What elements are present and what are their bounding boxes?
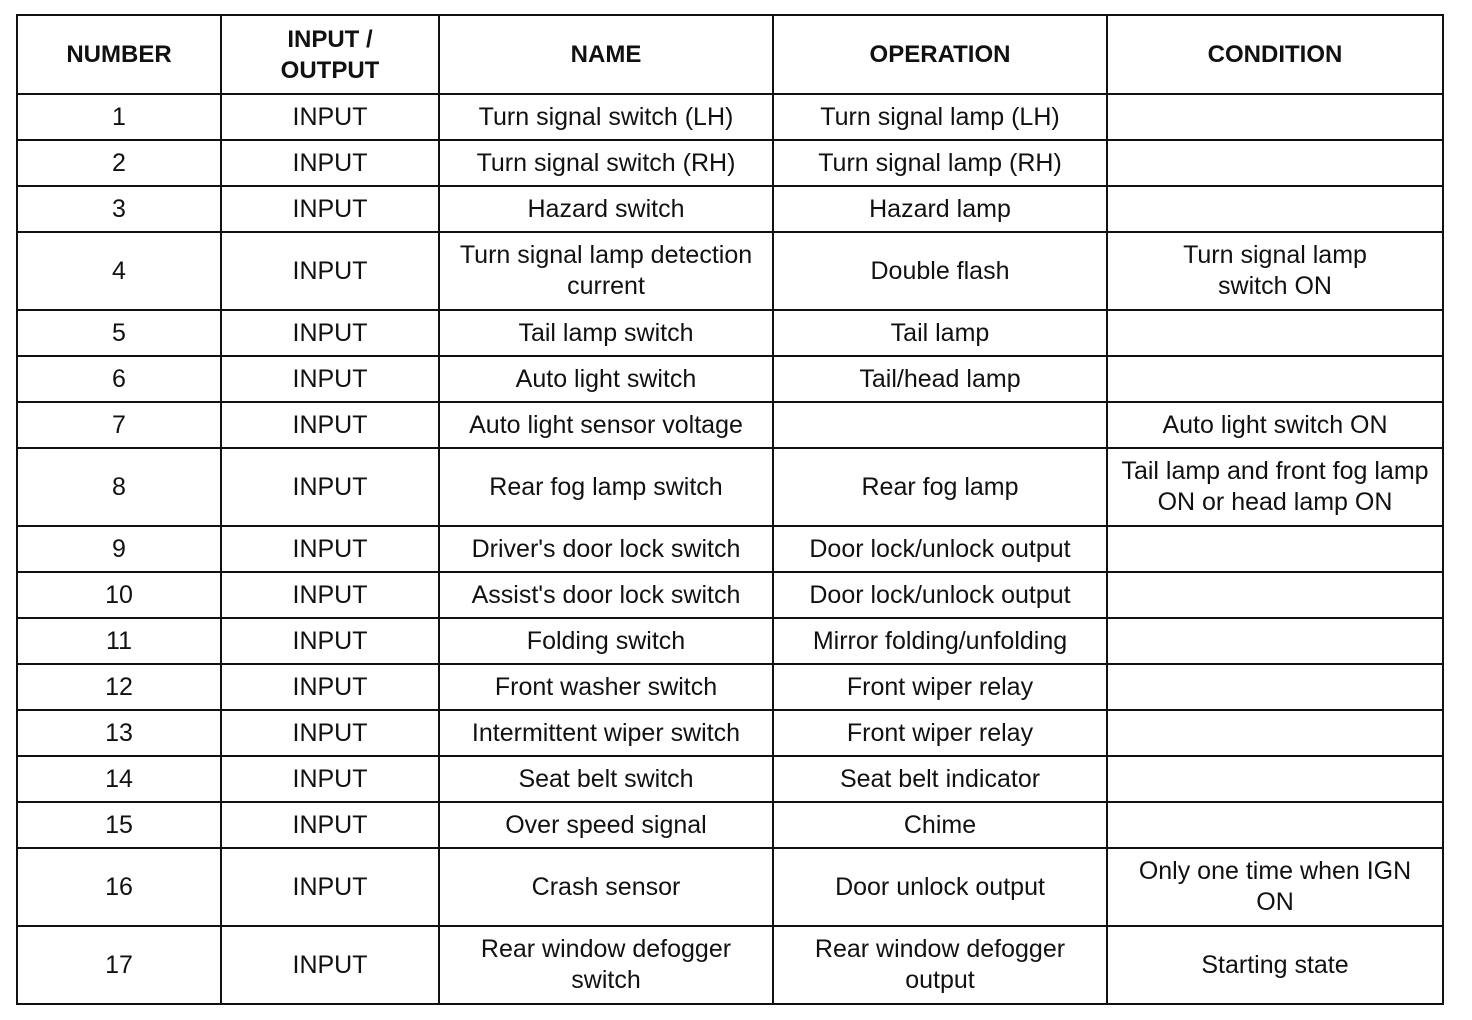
cell-number: 3 <box>17 186 221 232</box>
cell-condition <box>1107 664 1443 710</box>
header-input-output: INPUT / OUTPUT <box>221 15 439 94</box>
cell-operation: Door lock/unlock output <box>773 526 1107 572</box>
cell-condition <box>1107 618 1443 664</box>
cell-name: Intermittent wiper switch <box>439 710 773 756</box>
cell-number: 2 <box>17 140 221 186</box>
table-row <box>17 402 1443 448</box>
cell-io: INPUT <box>221 926 439 1004</box>
cell-number: 16 <box>17 848 221 926</box>
cell-io: INPUT <box>221 310 439 356</box>
cell-operation <box>773 402 1107 448</box>
cell-io: INPUT <box>221 710 439 756</box>
cell-condition <box>1107 186 1443 232</box>
table-row <box>17 926 1443 1004</box>
table-row <box>17 310 1443 356</box>
cell-operation: Door unlock output <box>773 848 1107 926</box>
cell-io: INPUT <box>221 618 439 664</box>
cell-number: 17 <box>17 926 221 1004</box>
table-row <box>17 232 1443 310</box>
cell-name: Seat belt switch <box>439 756 773 802</box>
cell-name: Rear window defogger switch <box>439 926 773 1004</box>
input-output-table <box>16 14 1444 1005</box>
cell-operation: Rear fog lamp <box>773 448 1107 526</box>
table-row <box>17 572 1443 618</box>
document-page <box>16 14 1442 1005</box>
cell-operation: Tail lamp <box>773 310 1107 356</box>
cell-io: INPUT <box>221 664 439 710</box>
cell-number: 1 <box>17 94 221 140</box>
cell-name: Auto light switch <box>439 356 773 402</box>
cell-io: INPUT <box>221 356 439 402</box>
cell-condition <box>1107 310 1443 356</box>
table-row <box>17 356 1443 402</box>
cell-io: INPUT <box>221 402 439 448</box>
table-row <box>17 448 1443 526</box>
cell-name: Turn signal switch (RH) <box>439 140 773 186</box>
cell-number: 7 <box>17 402 221 448</box>
cell-condition <box>1107 94 1443 140</box>
cell-name: Rear fog lamp switch <box>439 448 773 526</box>
table-header-row <box>17 15 1443 94</box>
cell-operation: Turn signal lamp (LH) <box>773 94 1107 140</box>
cell-condition: Tail lamp and front fog lamp ON or head lamp ON <box>1107 448 1443 526</box>
cell-name: Tail lamp switch <box>439 310 773 356</box>
cell-number: 15 <box>17 802 221 848</box>
cell-operation: Mirror folding/unfolding <box>773 618 1107 664</box>
cell-number: 9 <box>17 526 221 572</box>
cell-operation: Front wiper relay <box>773 710 1107 756</box>
cell-condition: Turn signal lamp switch ON <box>1107 232 1443 310</box>
table-row <box>17 140 1443 186</box>
cell-name: Auto light sensor voltage <box>439 402 773 448</box>
cell-operation: Double flash <box>773 232 1107 310</box>
cell-number: 10 <box>17 572 221 618</box>
cell-name: Over speed signal <box>439 802 773 848</box>
table-row <box>17 186 1443 232</box>
header-name: NAME <box>439 15 773 94</box>
header-condition: CONDITION <box>1107 15 1443 94</box>
cell-io: INPUT <box>221 186 439 232</box>
cell-condition <box>1107 710 1443 756</box>
cell-name: Turn signal switch (LH) <box>439 94 773 140</box>
cell-name: Hazard switch <box>439 186 773 232</box>
cell-operation: Hazard lamp <box>773 186 1107 232</box>
cell-io: INPUT <box>221 848 439 926</box>
table-row <box>17 618 1443 664</box>
cell-io: INPUT <box>221 572 439 618</box>
cell-name: Crash sensor <box>439 848 773 926</box>
cell-number: 12 <box>17 664 221 710</box>
cell-operation: Door lock/unlock output <box>773 572 1107 618</box>
table-row <box>17 526 1443 572</box>
table-row <box>17 94 1443 140</box>
table-row <box>17 802 1443 848</box>
table-row <box>17 848 1443 926</box>
cell-condition <box>1107 356 1443 402</box>
cell-operation: Seat belt indicator <box>773 756 1107 802</box>
table-row <box>17 756 1443 802</box>
cell-name: Assist's door lock switch <box>439 572 773 618</box>
cell-io: INPUT <box>221 94 439 140</box>
cell-number: 8 <box>17 448 221 526</box>
cell-operation: Turn signal lamp (RH) <box>773 140 1107 186</box>
cell-condition <box>1107 802 1443 848</box>
cell-condition: Auto light switch ON <box>1107 402 1443 448</box>
cell-name: Turn signal lamp detection current <box>439 232 773 310</box>
cell-io: INPUT <box>221 232 439 310</box>
cell-number: 6 <box>17 356 221 402</box>
cell-io: INPUT <box>221 448 439 526</box>
header-operation: OPERATION <box>773 15 1107 94</box>
cell-name: Folding switch <box>439 618 773 664</box>
cell-operation: Chime <box>773 802 1107 848</box>
cell-operation: Rear window defogger output <box>773 926 1107 1004</box>
cell-condition <box>1107 572 1443 618</box>
table-row <box>17 710 1443 756</box>
cell-io: INPUT <box>221 140 439 186</box>
cell-io: INPUT <box>221 526 439 572</box>
cell-name: Front washer switch <box>439 664 773 710</box>
cell-number: 13 <box>17 710 221 756</box>
cell-condition <box>1107 756 1443 802</box>
cell-number: 4 <box>17 232 221 310</box>
cell-condition: Starting state <box>1107 926 1443 1004</box>
table-row <box>17 664 1443 710</box>
cell-operation: Front wiper relay <box>773 664 1107 710</box>
cell-condition: Only one time when IGN ON <box>1107 848 1443 926</box>
cell-number: 14 <box>17 756 221 802</box>
cell-number: 11 <box>17 618 221 664</box>
cell-operation: Tail/head lamp <box>773 356 1107 402</box>
cell-condition <box>1107 526 1443 572</box>
cell-io: INPUT <box>221 756 439 802</box>
header-number: NUMBER <box>17 15 221 94</box>
cell-number: 5 <box>17 310 221 356</box>
cell-condition <box>1107 140 1443 186</box>
cell-name: Driver's door lock switch <box>439 526 773 572</box>
cell-io: INPUT <box>221 802 439 848</box>
